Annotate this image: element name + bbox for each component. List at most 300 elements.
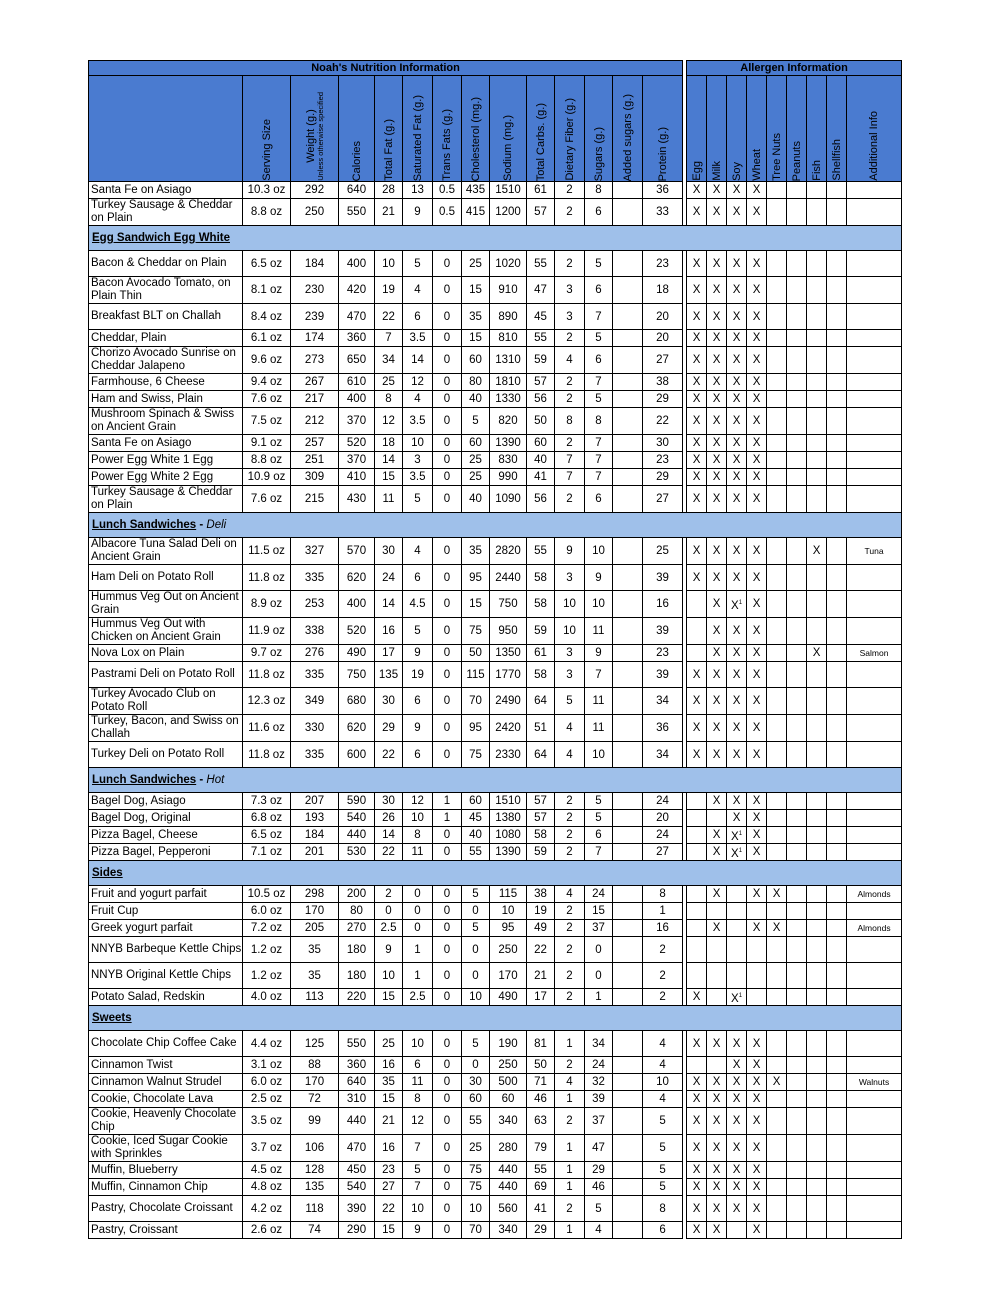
allergen-mark xyxy=(787,1057,807,1074)
allergen-mark xyxy=(787,435,807,452)
column-header xyxy=(527,76,555,182)
allergen-mark xyxy=(767,662,787,688)
nutrition-value: 14 xyxy=(403,347,433,374)
column-header-label: Protein (g.) xyxy=(656,126,669,181)
allergen-mark xyxy=(827,330,847,347)
nutrition-value: 298 xyxy=(291,886,339,903)
nutrition-value: 750 xyxy=(490,591,527,618)
nutrition-value: 23 xyxy=(643,452,683,469)
nutrition-value: 128 xyxy=(291,1162,339,1179)
nutrition-value: 1 xyxy=(433,793,462,810)
nutrition-value: 41 xyxy=(527,1196,555,1222)
nutrition-value: 1090 xyxy=(490,486,527,513)
additional-info xyxy=(847,591,902,618)
allergen-mark xyxy=(807,920,827,937)
allergen-mark: X xyxy=(707,565,727,591)
nutrition-value: 5 xyxy=(585,1196,613,1222)
nutrition-value: 0 xyxy=(433,565,462,591)
nutrition-value: 22 xyxy=(375,1196,403,1222)
nutrition-value: 40 xyxy=(527,452,555,469)
nutrition-value: 0 xyxy=(433,1091,462,1108)
allergen-mark: X xyxy=(747,408,767,435)
allergen-mark: X xyxy=(747,793,767,810)
nutrition-value: 2.5 xyxy=(403,989,433,1006)
item-name: Ham and Swiss, Plain xyxy=(89,391,243,408)
allergen-mark xyxy=(787,793,807,810)
additional-info xyxy=(847,1091,902,1108)
nutrition-value: 16 xyxy=(375,618,403,645)
nutrition-value: 4 xyxy=(555,715,585,742)
nutrition-value: 6.5 oz xyxy=(243,827,291,844)
allergen-mark: X xyxy=(707,435,727,452)
nutrition-value xyxy=(613,538,643,565)
nutrition-value: 60 xyxy=(462,435,490,452)
allergen-mark xyxy=(767,486,787,513)
allergen-mark: X xyxy=(687,304,707,330)
allergen-mark xyxy=(767,903,787,920)
allergen-mark xyxy=(687,920,707,937)
nutrition-value: 7 xyxy=(585,452,613,469)
allergen-column-label: Egg xyxy=(690,161,703,181)
nutrition-value: 0 xyxy=(433,920,462,937)
nutrition-value: 8 xyxy=(643,1196,683,1222)
nutrition-value: 9 xyxy=(403,199,433,226)
allergen-mark: X xyxy=(747,452,767,469)
allergen-mark xyxy=(807,452,827,469)
allergen-mark: X xyxy=(707,920,727,937)
nutrition-value: 8.8 oz xyxy=(243,199,291,226)
allergen-mark: X xyxy=(747,304,767,330)
nutrition-value: 23 xyxy=(643,645,683,662)
table-row xyxy=(89,886,902,903)
nutrition-value: 193 xyxy=(291,810,339,827)
nutrition-value: 11 xyxy=(585,715,613,742)
nutrition-value: 9 xyxy=(375,937,403,963)
table-row xyxy=(89,618,902,645)
nutrition-value: 550 xyxy=(339,1031,375,1057)
section-title: Egg Sandwich Egg White xyxy=(92,232,230,244)
nutrition-value: 400 xyxy=(339,391,375,408)
nutrition-value xyxy=(613,793,643,810)
column-header xyxy=(403,76,433,182)
nutrition-value: 7.6 oz xyxy=(243,391,291,408)
nutrition-value: 5 xyxy=(643,1179,683,1196)
nutrition-value: 2820 xyxy=(490,538,527,565)
nutrition-value: 0 xyxy=(403,886,433,903)
table-row xyxy=(89,903,902,920)
nutrition-value: 10 xyxy=(585,591,613,618)
nutrition-value: 37 xyxy=(585,1108,613,1135)
column-header-label: Total Fat (g.) xyxy=(382,119,395,181)
additional-info xyxy=(847,1135,902,1162)
nutrition-value: 72 xyxy=(291,1091,339,1108)
item-name: Cinnamon Walnut Strudel xyxy=(89,1074,243,1091)
item-name: Chocolate Chip Coffee Cake xyxy=(89,1031,243,1057)
nutrition-value: 10 xyxy=(585,742,613,768)
nutrition-value: 340 xyxy=(490,1108,527,1135)
table-row xyxy=(89,374,902,391)
nutrition-value xyxy=(613,330,643,347)
item-name: Potato Salad, Redskin xyxy=(89,989,243,1006)
table-row xyxy=(89,963,902,989)
nutrition-value: 115 xyxy=(490,886,527,903)
nutrition-value: 11 xyxy=(403,1074,433,1091)
table-row xyxy=(89,469,902,486)
allergen-mark xyxy=(767,618,787,645)
nutrition-value xyxy=(613,989,643,1006)
nutrition-value: 180 xyxy=(339,937,375,963)
allergen-mark xyxy=(767,330,787,347)
nutrition-value: 21 xyxy=(375,199,403,226)
allergen-column-header xyxy=(787,76,807,182)
nutrition-value: 0 xyxy=(433,391,462,408)
allergen-mark xyxy=(767,1222,787,1239)
nutrition-value: 40 xyxy=(462,391,490,408)
nutrition-value: 327 xyxy=(291,538,339,565)
allergen-mark xyxy=(807,391,827,408)
column-header-label: Serving Size xyxy=(260,119,273,181)
nutrition-value: 280 xyxy=(490,1135,527,1162)
allergen-mark xyxy=(827,886,847,903)
additional-info xyxy=(847,182,902,199)
allergen-mark xyxy=(827,903,847,920)
allergen-mark: X xyxy=(807,645,827,662)
allergen-mark: X xyxy=(727,330,747,347)
nutrition-value: 1 xyxy=(555,1091,585,1108)
allergen-mark xyxy=(727,937,747,963)
nutrition-value: 2 xyxy=(555,182,585,199)
nutrition-value: 38 xyxy=(527,886,555,903)
nutrition-value xyxy=(613,374,643,391)
allergen-mark: X xyxy=(727,1108,747,1135)
allergen-mark: X xyxy=(707,374,727,391)
nutrition-value: 46 xyxy=(527,1091,555,1108)
allergen-mark: X xyxy=(747,391,767,408)
allergen-mark: X xyxy=(747,251,767,277)
nutrition-value: 4 xyxy=(643,1031,683,1057)
allergen-mark: X xyxy=(687,1179,707,1196)
allergen-mark: X xyxy=(727,1179,747,1196)
nutrition-value: 520 xyxy=(339,618,375,645)
allergen-mark xyxy=(767,1135,787,1162)
allergen-mark: X xyxy=(707,1162,727,1179)
additional-info xyxy=(847,989,902,1006)
item-name: Pastrami Deli on Potato Roll xyxy=(89,662,243,688)
nutrition-value: 70 xyxy=(462,688,490,715)
nutrition-value: 6.5 oz xyxy=(243,251,291,277)
nutrition-value: 251 xyxy=(291,452,339,469)
allergen-mark: X xyxy=(687,1074,707,1091)
allergen-mark: X xyxy=(727,1074,747,1091)
nutrition-value: 22 xyxy=(375,304,403,330)
allergen-mark: X xyxy=(687,742,707,768)
allergen-mark xyxy=(827,304,847,330)
nutrition-value: 2 xyxy=(555,793,585,810)
allergen-mark: X xyxy=(747,810,767,827)
allergen-mark: X xyxy=(707,844,727,861)
nutrition-value: 2 xyxy=(555,963,585,989)
allergen-mark: X xyxy=(727,1162,747,1179)
allergen-mark: X xyxy=(707,688,727,715)
item-name: Muffin, Cinnamon Chip xyxy=(89,1179,243,1196)
allergen-mark xyxy=(767,251,787,277)
nutrition-value: 11.8 oz xyxy=(243,565,291,591)
nutrition-value: 20 xyxy=(643,810,683,827)
allergen-mark xyxy=(807,742,827,768)
allergen-mark: X xyxy=(747,1108,767,1135)
allergen-mark: X xyxy=(747,844,767,861)
nutrition-value: 6.0 oz xyxy=(243,1074,291,1091)
nutrition-value: 5 xyxy=(403,251,433,277)
allergen-mark xyxy=(687,618,707,645)
allergen-mark xyxy=(787,182,807,199)
nutrition-value: 22 xyxy=(375,844,403,861)
nutrition-value: 1.2 oz xyxy=(243,963,291,989)
nutrition-value: 60 xyxy=(527,435,555,452)
nutrition-value: 8 xyxy=(403,827,433,844)
allergen-mark xyxy=(747,937,767,963)
allergen-mark: X xyxy=(707,1222,727,1239)
allergen-mark xyxy=(807,565,827,591)
nutrition-value xyxy=(613,662,643,688)
column-header xyxy=(339,76,375,182)
nutrition-value: 4.0 oz xyxy=(243,989,291,1006)
allergen-mark xyxy=(807,618,827,645)
nutrition-value: 15 xyxy=(375,1222,403,1239)
allergen-mark xyxy=(807,810,827,827)
nutrition-value: 29 xyxy=(375,715,403,742)
allergen-mark: X xyxy=(747,827,767,844)
nutrition-value: 14 xyxy=(375,591,403,618)
nutrition-value: 9.6 oz xyxy=(243,347,291,374)
item-name: Power Egg White 2 Egg xyxy=(89,469,243,486)
additional-info xyxy=(847,330,902,347)
nutrition-value: 24 xyxy=(375,565,403,591)
allergen-mark xyxy=(807,827,827,844)
nutrition-value: 530 xyxy=(339,844,375,861)
nutrition-value: 10 xyxy=(375,251,403,277)
nutrition-value: 0 xyxy=(433,330,462,347)
nutrition-value: 400 xyxy=(339,591,375,618)
allergen-mark: X xyxy=(687,715,707,742)
allergen-column-header xyxy=(827,76,847,182)
nutrition-value: 12 xyxy=(375,408,403,435)
allergen-mark xyxy=(767,645,787,662)
allergen-mark xyxy=(827,618,847,645)
allergen-mark: X xyxy=(747,742,767,768)
allergen-mark: X xyxy=(687,1162,707,1179)
allergen-mark xyxy=(787,688,807,715)
nutrition-value: 21 xyxy=(375,1108,403,1135)
allergen-mark xyxy=(827,645,847,662)
nutrition-value: 9.4 oz xyxy=(243,374,291,391)
allergen-column-label: Tree Nuts xyxy=(770,133,783,181)
allergen-column-label: Fish xyxy=(810,160,823,181)
allergen-mark: X xyxy=(687,182,707,199)
allergen-mark xyxy=(787,1196,807,1222)
nutrition-value: 520 xyxy=(339,435,375,452)
column-header-label: Trans Fats (g.) xyxy=(441,109,453,181)
allergen-mark: X xyxy=(707,408,727,435)
allergen-mark: X xyxy=(747,886,767,903)
nutrition-value: 46 xyxy=(585,1179,613,1196)
item-name: Power Egg White 1 Egg xyxy=(89,452,243,469)
nutrition-value: 4 xyxy=(643,1057,683,1074)
nutrition-value xyxy=(613,1162,643,1179)
table-row xyxy=(89,662,902,688)
nutrition-value: 4 xyxy=(555,1074,585,1091)
nutrition-value: 0 xyxy=(433,903,462,920)
item-name: Pastry, Croissant xyxy=(89,1222,243,1239)
allergen-mark xyxy=(827,469,847,486)
nutrition-value: 8 xyxy=(585,182,613,199)
allergen-mark: X xyxy=(707,330,727,347)
allergen-mark: X xyxy=(767,1074,787,1091)
nutrition-value: 7 xyxy=(585,304,613,330)
nutrition-value: 550 xyxy=(339,199,375,226)
allergen-mark xyxy=(767,452,787,469)
allergen-mark xyxy=(767,1108,787,1135)
nutrition-value: 11.6 oz xyxy=(243,715,291,742)
allergen-mark xyxy=(787,715,807,742)
allergen-mark: X xyxy=(727,1091,747,1108)
nutrition-value xyxy=(613,715,643,742)
nutrition-value: 2 xyxy=(555,1057,585,1074)
nutrition-value: 15 xyxy=(375,469,403,486)
table-row xyxy=(89,989,902,1006)
allergen-mark xyxy=(807,469,827,486)
nutrition-value xyxy=(613,1222,643,1239)
allergen-mark xyxy=(707,963,727,989)
nutrition-value xyxy=(613,304,643,330)
nutrition-value: 70 xyxy=(462,1222,490,1239)
allergen-mark xyxy=(827,827,847,844)
allergen-column-label: Soy xyxy=(730,162,743,181)
item-name: Turkey, Bacon, and Swiss on Challah xyxy=(89,715,243,742)
nutrition-value: 0 xyxy=(403,903,433,920)
allergen-header: Allergen Information xyxy=(687,61,902,76)
nutrition-value: 27 xyxy=(643,844,683,861)
nutrition-value: 47 xyxy=(527,277,555,304)
nutrition-value: 2 xyxy=(643,937,683,963)
allergen-mark: X xyxy=(687,391,707,408)
nutrition-value: 5 xyxy=(585,810,613,827)
nutrition-value: 2 xyxy=(555,391,585,408)
nutrition-value: 6 xyxy=(585,199,613,226)
nutrition-value: 0 xyxy=(462,903,490,920)
allergen-mark xyxy=(807,486,827,513)
nutrition-value: 7.3 oz xyxy=(243,793,291,810)
nutrition-value: 10 xyxy=(555,591,585,618)
nutrition-value: 570 xyxy=(339,538,375,565)
allergen-mark: X xyxy=(687,989,707,1006)
nutrition-value: 1350 xyxy=(490,645,527,662)
nutrition-value: 335 xyxy=(291,662,339,688)
nutrition-value: 60 xyxy=(462,793,490,810)
item-name: Chorizo Avocado Sunrise on Cheddar Jalapeno xyxy=(89,347,243,374)
allergen-mark: X xyxy=(747,715,767,742)
nutrition-value: 490 xyxy=(490,989,527,1006)
nutrition-value: 55 xyxy=(462,1108,490,1135)
allergen-mark xyxy=(807,1074,827,1091)
nutrition-value: 41 xyxy=(527,469,555,486)
nutrition-value xyxy=(613,1196,643,1222)
allergen-mark xyxy=(827,1031,847,1057)
allergen-mark xyxy=(767,844,787,861)
allergen-mark: X xyxy=(747,1135,767,1162)
nutrition-value: 27 xyxy=(643,486,683,513)
allergen-mark: X xyxy=(707,469,727,486)
nutrition-value: 45 xyxy=(462,810,490,827)
allergen-mark: X xyxy=(727,688,747,715)
nutrition-value: 20 xyxy=(643,304,683,330)
allergen-mark xyxy=(787,827,807,844)
nutrition-value: 3.5 oz xyxy=(243,1108,291,1135)
section-title: Lunch Sandwiches xyxy=(92,519,197,531)
allergen-mark xyxy=(807,1179,827,1196)
allergen-mark: X xyxy=(767,886,787,903)
nutrition-value: 5 xyxy=(462,1031,490,1057)
allergen-mark xyxy=(767,565,787,591)
column-header-label: Calories xyxy=(350,140,363,181)
nutrition-value: 10 xyxy=(462,989,490,1006)
allergen-mark xyxy=(767,591,787,618)
additional-info: Tuna xyxy=(847,538,902,565)
nutrition-value: 435 xyxy=(462,182,490,199)
section-title: Sides xyxy=(92,867,123,879)
allergen-column-header xyxy=(847,76,902,182)
nutrition-sheet xyxy=(88,60,896,1239)
column-header xyxy=(643,76,683,182)
allergen-mark: X xyxy=(687,1196,707,1222)
item-name: Mushroom Spinach & Swiss on Ancient Grain xyxy=(89,408,243,435)
nutrition-value: 0 xyxy=(433,688,462,715)
nutrition-value: 0 xyxy=(433,1135,462,1162)
allergen-mark xyxy=(727,1222,747,1239)
item-name: Fruit Cup xyxy=(89,903,243,920)
allergen-mark: X xyxy=(747,1031,767,1057)
nutrition-value: 10 xyxy=(555,618,585,645)
nutrition-value: 3 xyxy=(555,277,585,304)
nutrition-value: 6 xyxy=(585,277,613,304)
item-name: Cookie, Iced Sugar Cookie with Sprinkles xyxy=(89,1135,243,1162)
nutrition-value: 310 xyxy=(339,1091,375,1108)
nutrition-value: 2 xyxy=(555,810,585,827)
nutrition-value: 8 xyxy=(403,1091,433,1108)
nutrition-value: 1 xyxy=(403,937,433,963)
allergen-mark xyxy=(807,1222,827,1239)
nutrition-value: 19 xyxy=(527,903,555,920)
nutrition-value: 59 xyxy=(527,347,555,374)
nutrition-value: 2.6 oz xyxy=(243,1222,291,1239)
nutrition-value: 215 xyxy=(291,486,339,513)
item-name: Turkey Sausage & Cheddar on Plain xyxy=(89,199,243,226)
table-row xyxy=(89,742,902,768)
nutrition-value: 370 xyxy=(339,408,375,435)
nutrition-value: 0 xyxy=(433,618,462,645)
nutrition-value: 450 xyxy=(339,1162,375,1179)
allergen-mark: X xyxy=(747,618,767,645)
allergen-mark xyxy=(827,1222,847,1239)
section-row xyxy=(89,1006,902,1031)
nutrition-value: 11.8 oz xyxy=(243,662,291,688)
nutrition-value: 6.8 oz xyxy=(243,810,291,827)
allergen-mark: X xyxy=(687,452,707,469)
nutrition-value: 60 xyxy=(462,347,490,374)
nutrition-value: 8 xyxy=(555,408,585,435)
nutrition-value: 680 xyxy=(339,688,375,715)
nutrition-value: 7.6 oz xyxy=(243,486,291,513)
